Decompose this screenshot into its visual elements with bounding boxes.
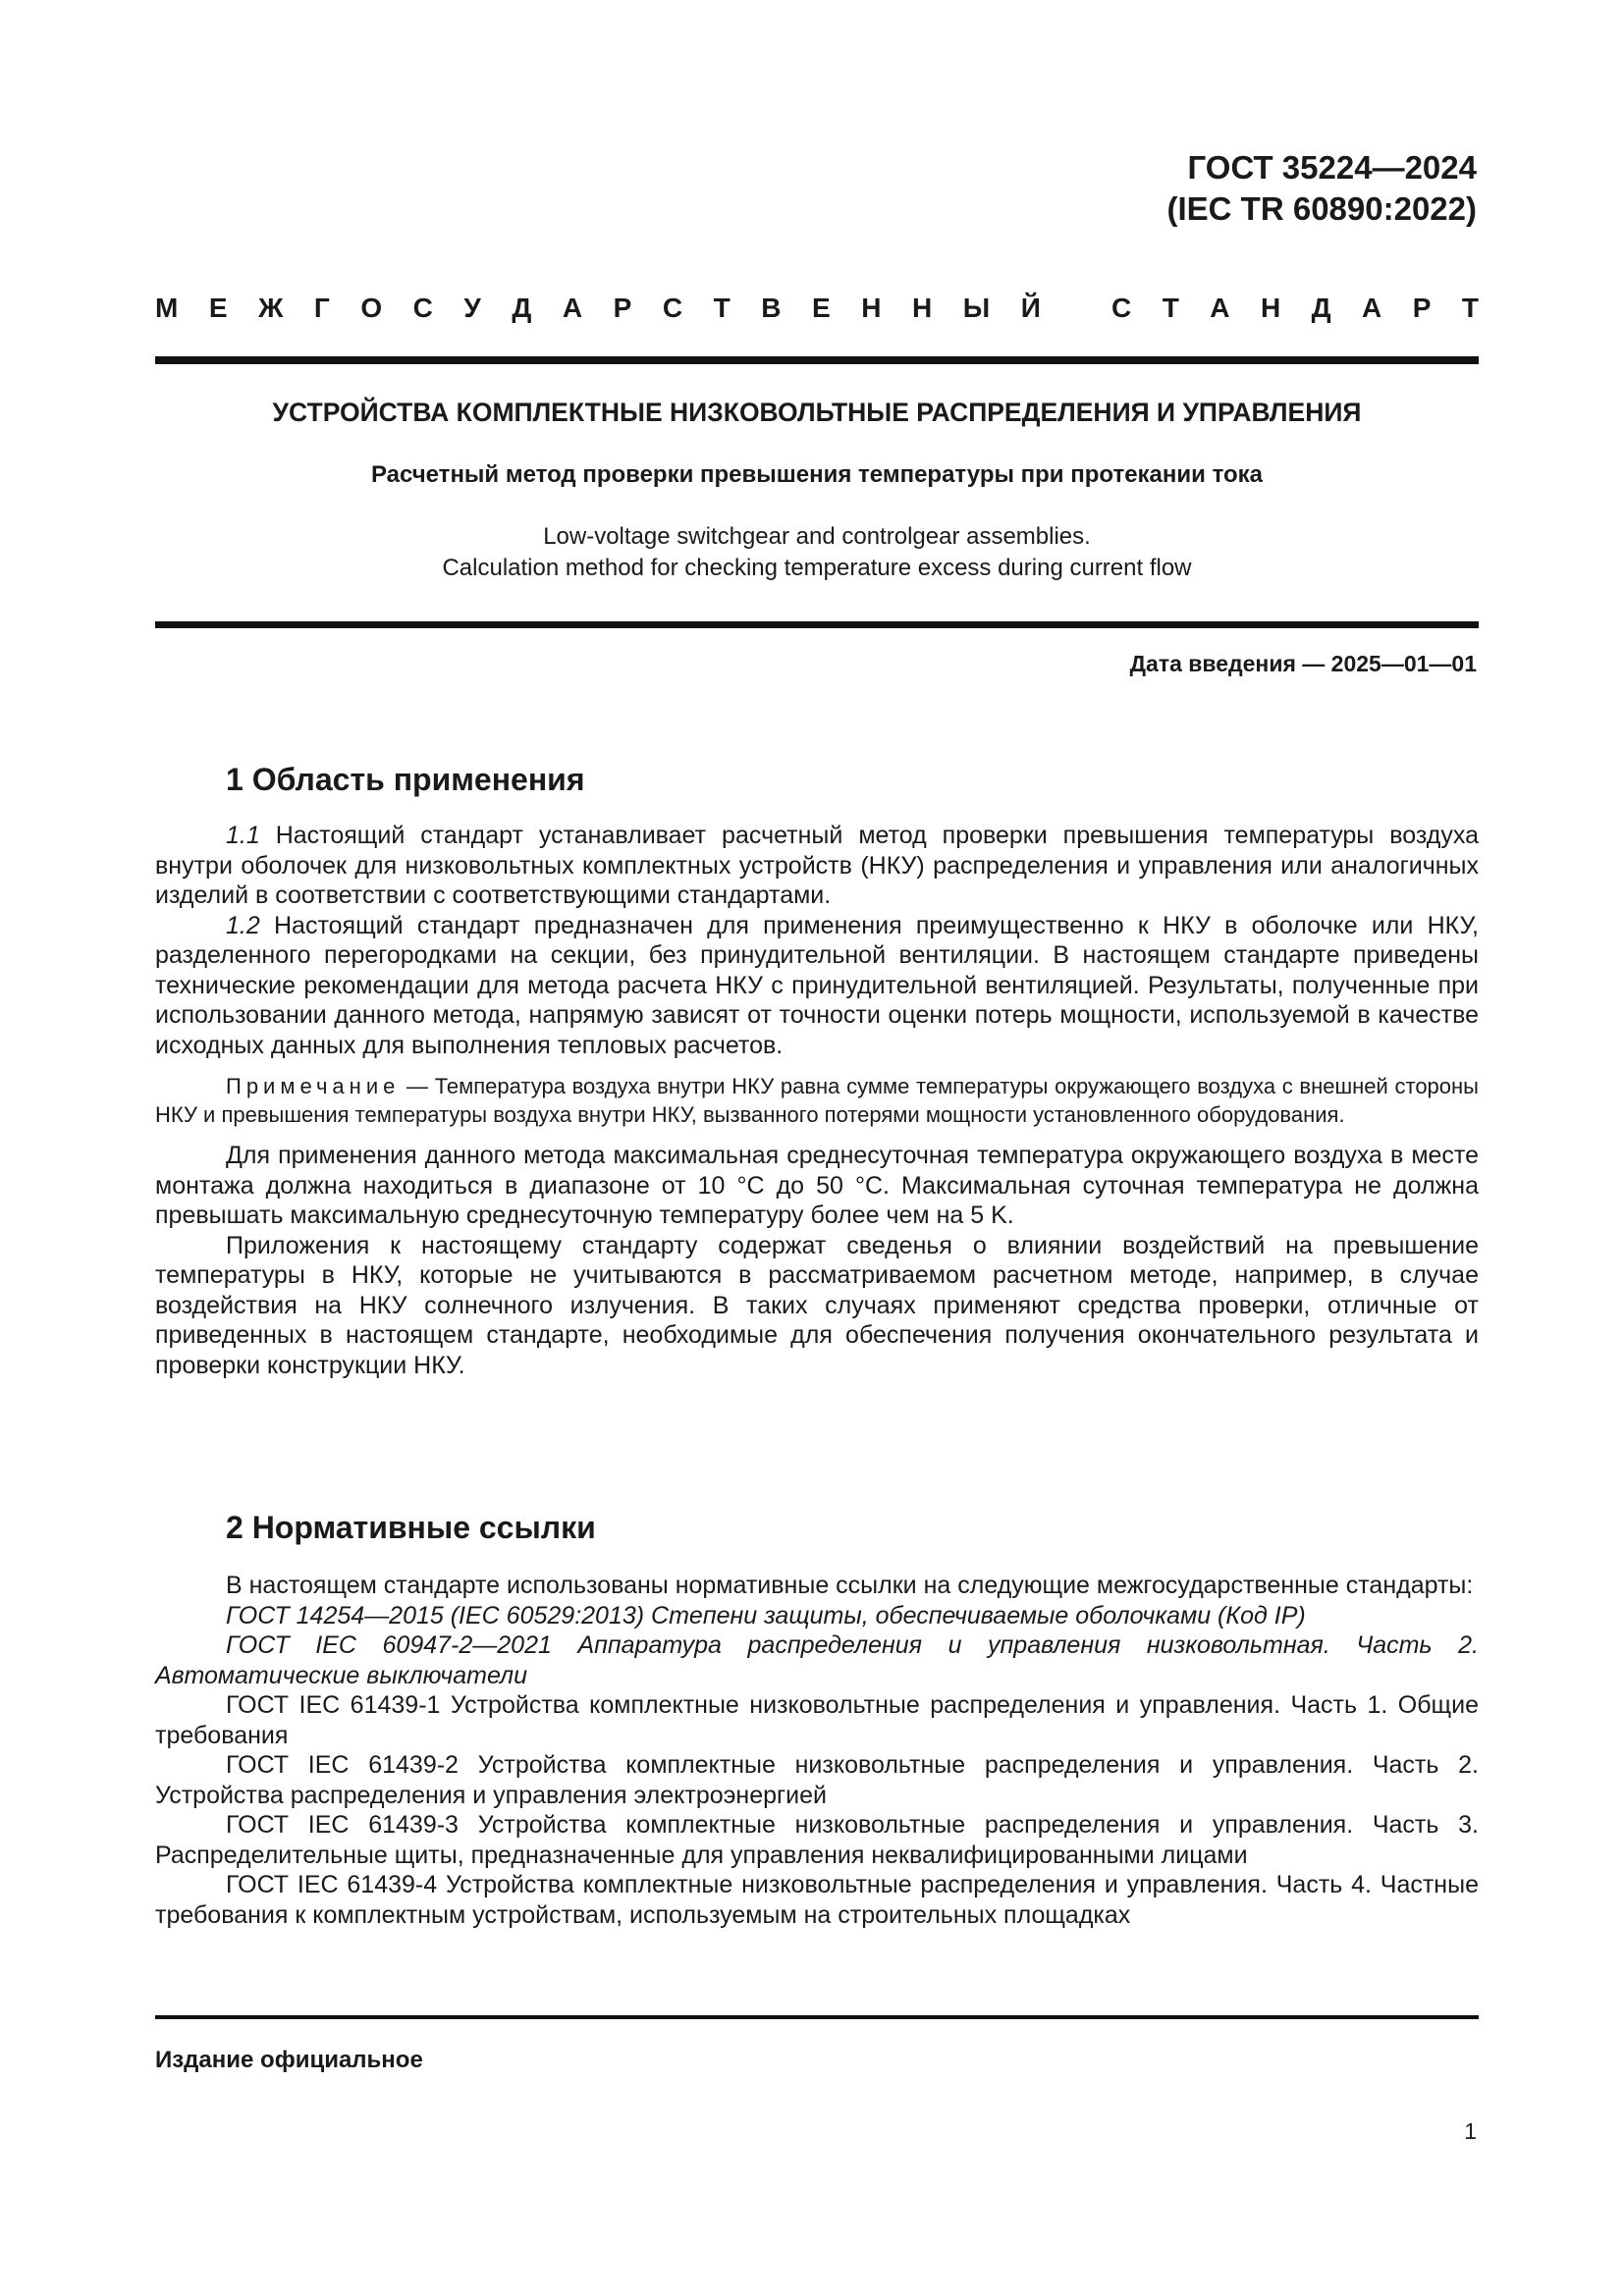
note <box>155 1072 1479 1129</box>
header-letter: Е <box>812 293 831 323</box>
clause-text: Настоящий стандарт предназначен для применения преимущественно к НКУ в оболочке или НКУ, разделенного перегородками на секции, без принудительной вентиляции. В настоящем стандарте приведены технические рекомендации для метода расчета НКУ с принудительной вентиляцией. Результаты, полученные при использовании данного метода, напрямую зависят от точности оценки потерь мощности, используемой в качестве исходных данных для выполнения тепловых расчетов. <box>155 911 1479 1059</box>
note-label: Примечание <box>226 1074 401 1098</box>
interstate-standard-header <box>155 292 1479 325</box>
header-letter: О <box>360 293 383 323</box>
title-rule <box>155 621 1479 628</box>
top-rule <box>155 356 1479 364</box>
header-letter: С <box>1111 293 1132 323</box>
header-letter: Ы <box>962 293 991 323</box>
english-title <box>155 521 1479 584</box>
header-letter: В <box>761 293 782 323</box>
reference-item: ГОСТ 14254—2015 (IEC 60529:2013) Степени защиты, обеспечиваемые оболочками (Код IP) <box>226 1601 1306 1629</box>
header-letter: Д <box>1311 293 1331 323</box>
references-intro: В настоящем стандарте использованы нормативные ссылки на следующие межгосударственные стандарты: <box>226 1572 1474 1599</box>
clause-number: 1.1 <box>226 822 260 849</box>
reference-item: ГОСТ IEC 61439-4 Устройства комплектные низковольтные распределения и управления. Часть 4. Частные требования к комплектным устройствам, используемым на строительных площадках <box>155 1871 1479 1929</box>
section-2-body <box>155 1571 1479 1930</box>
document-subtitle: Расчетный метод проверки превышения температуры при протекании тока <box>370 461 1264 488</box>
header-letter: С <box>412 293 433 323</box>
designation-number: ГОСТ 35224—2024 <box>1187 149 1477 186</box>
header-letter: Р <box>613 293 632 323</box>
header-letter: Ж <box>258 293 284 323</box>
header-letter: Т <box>1461 293 1479 323</box>
section-1-body <box>155 821 1479 1380</box>
reference-item: ГОСТ IEC 61439-1 Устройства комплектные низковольтные распределения и управления. Часть 1. Общие требования <box>155 1691 1479 1749</box>
header-word-standard <box>1111 292 1479 325</box>
header-letter: Д <box>512 293 532 323</box>
header-letter: Г <box>313 293 330 323</box>
official-edition-label: Издание официальное <box>155 2047 423 2073</box>
page-number: 1 <box>1464 2118 1477 2144</box>
designation-iec: (IEC TR 60890:2022) <box>1166 190 1477 227</box>
header-letter: Й <box>1020 293 1041 323</box>
paragraph-temperature-range: Для применения данного метода максимальная среднесуточная температура окружающего воздуха в месте монтажа должна находиться в диапазоне от 10 °С до 50 °С. Максимальная суточная температура не должна превышать максимальную среднесуточную температуру более чем на 5 K. <box>155 1142 1479 1229</box>
header-letter: Т <box>713 293 731 323</box>
section-2-heading: 2 Нормативные ссылки <box>226 1510 596 1545</box>
english-title-line-2: Calculation method for checking temperature excess during current flow <box>442 555 1192 581</box>
english-title-line-1: Low-voltage switchgear and controlgear assemblies. <box>543 523 1091 550</box>
document-title: УСТРОЙСТВА КОМПЛЕКТНЫЕ НИЗКОВОЛЬТНЫЕ РАСПРЕДЕЛЕНИЯ И УПРАВЛЕНИЯ <box>272 398 1362 427</box>
clause-number: 1.2 <box>226 911 260 939</box>
header-letter: Н <box>861 293 882 323</box>
header-letter: С <box>662 293 683 323</box>
header-word-interstate <box>155 292 1041 325</box>
header-letter: Е <box>208 293 228 323</box>
clause-text: Настоящий стандарт устанавливает расчетный метод проверки превышения температуры воздуха внутри оболочек для низковольтных комплектных устройств (НКУ) распределения и управления или аналогичных изделий в соответствии с соответствующими стандартами. <box>155 822 1479 909</box>
header-letter: А <box>1362 293 1382 323</box>
header-letter: У <box>463 293 481 323</box>
reference-item: ГОСТ IEC 60947-2—2021 Аппаратура распределения и управления низковольтная. Часть 2. Автоматические выключатели <box>155 1631 1479 1689</box>
header-letter: Т <box>1162 293 1179 323</box>
header-letter: А <box>562 293 583 323</box>
introduction-date: Дата введения — 2025—01—01 <box>1129 651 1477 676</box>
note-text: — Температура воздуха внутри НКУ равна сумме температуры окружающего воздуха с внешней стороны НКУ и превышения температуры воздуха внутри НКУ, вызванного потерями мощности установленного оборудования. <box>155 1074 1479 1127</box>
clause-1-2 <box>155 911 1479 1061</box>
clause-1-1 <box>155 821 1479 911</box>
header-letter: Н <box>911 293 933 323</box>
header-letter: Н <box>1260 293 1281 323</box>
reference-item: ГОСТ IEC 61439-3 Устройства комплектные низковольтные распределения и управления. Часть 3. Распределительные щиты, предназначенные для управления неквалифицированными лицами <box>155 1811 1479 1869</box>
section-1-heading: 1 Область применения <box>226 762 585 797</box>
reference-item: ГОСТ IEC 61439-2 Устройства комплектные низковольтные распределения и управления. Часть 2. Устройства распределения и управления электроэнергией <box>155 1751 1479 1809</box>
standard-designation <box>1167 147 1477 230</box>
footer-rule <box>155 2015 1479 2019</box>
paragraph-annexes: Приложения к настоящему стандарту содержат сведенья о влиянии воздействий на превышение температуры в НКУ, которые не учитываются в рассматриваемом расчетном методе, например, в случае воздействия на НКУ солнечного излучения. В таких случаях применяют средства проверки, отличные от приведенных в настоящем стандарте, необходимые для обеспечения получения окончательного результата и проверки конструкции НКУ. <box>155 1231 1479 1379</box>
header-letter: А <box>1210 293 1230 323</box>
header-letter: М <box>155 293 179 323</box>
header-letter: Р <box>1412 293 1432 323</box>
